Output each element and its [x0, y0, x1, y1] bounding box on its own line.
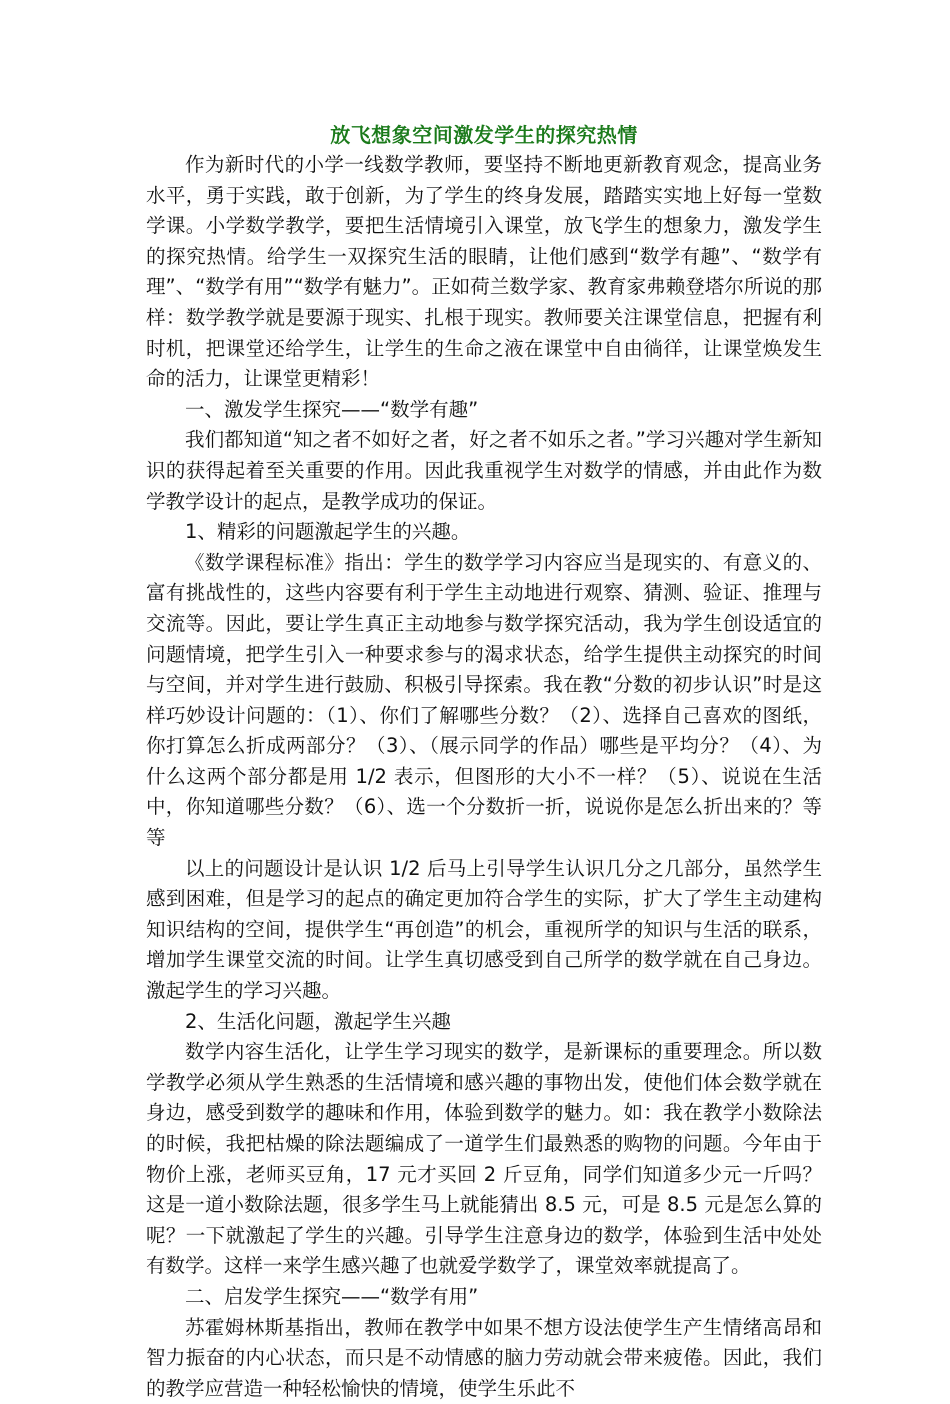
document-page — [146, 120, 822, 1404]
subsection-heading-1-1: 1、精彩的问题激起学生的兴趣。 — [185, 520, 471, 544]
paragraph: 《数学课程标准》指出：学生的数学学习内容应当是现实的、有意义的、富有挑战性的，这些内容要有利于学生主动地进行观察、猜测、验证、推理与交流等。因此，要让学生真正主动地参与数学探究活动，我为学生创设适宜的问题情境，把学生引入一种要求参与的渴求状态，给学生提供主动探究的时间与空间，并对学生进行鼓励、积极引导探索。我在教“分数的初步认识”时是这样巧妙设计问题的：（1）、你们了解哪些分数？（2）、选择自己喜欢的图纸，你打算怎么折成两部分？（3）、（展示同学的作品）哪些是平均分？（4）、为什么这两个部分都是用 1/2 表示，但图形的大小不一样？（5）、说说在生活中，你知道哪些分数？（6）、选一个分数折一折，说说你是怎么折出来的？等等 — [146, 550, 822, 850]
paragraph: 苏霍姆林斯基指出，教师在教学中如果不想方设法使学生产生情绪高昂和智力振奋的内心状态，而只是不动情感的脑力劳动就会带来疲倦。因此，我们的教学应营造一种轻松愉快的情境，使学生乐此不 — [146, 1315, 822, 1400]
paragraph: 我们都知道“知之者不如好之者，好之者不如乐之者。”学习兴趣对学生新知识的获得起着至关重要的作用。因此我重视学生对数学的情感，并由此作为数学教学设计的起点，是教学成功的保证。 — [146, 428, 822, 513]
subsection-heading-1-2: 2、生活化问题，激起学生兴趣 — [185, 1009, 451, 1033]
document-body — [146, 150, 822, 1404]
paragraph: 数学内容生活化，让学生学习现实的数学，是新课标的重要理念。所以数学教学必须从学生熟悉的生活情境和感兴趣的事物出发，使他们体会数学就在身边，感受到数学的趣味和作用，体验到数学的魅力。如：我在教学小数除法的时候，我把枯燥的除法题编成了一道学生们最熟悉的购物的问题。今年由于物价上涨，老师买豆角，17 元才买回 2 斤豆角，同学们知道多少元一斤吗？这是一道小数除法题，很多学生马上就能猜出 8.5 元，可是 8.5 元是怎么算的呢？一下就激起了学生的兴趣。引导学生注意身边的数学，体验到生活中处处有数学。这样一来学生感兴趣了也就爱学数学了，课堂效率就提高了。 — [146, 1040, 822, 1278]
paragraph-intro: 作为新时代的小学一线数学教师，要坚持不断地更新教育观念，提高业务水平，勇于实践，敢于创新，为了学生的终身发展，踏踏实实地上好每一堂数学课。小学数学教学，要把生活情境引入课堂，放飞学生的想象力，激发学生的探究热情。给学生一双探究生活的眼睛，让他们感到“数学有趣”、“数学有理”、“数学有用”“数学有魅力”。正如荷兰数学家、教育家弗赖登塔尔所说的那样：数学教学就是要源于现实、扎根于现实。教师要关注课堂信息，把握有利时机，把课堂还给学生，让学生的生命之液在课堂中自由徜徉，让课堂焕发生命的活力，让课堂更精彩！ — [146, 153, 822, 391]
document-title: 放飞想象空间激发学生的探究热情 — [330, 123, 638, 147]
section-heading-2: 二、启发学生探究——“数学有用” — [185, 1284, 479, 1308]
section-heading-1: 一、激发学生探究——“数学有趣” — [185, 397, 479, 421]
paragraph: 以上的问题设计是认识 1/2 后马上引导学生认识几分之几部分，虽然学生感到困难，但是学习的起点的确定更加符合学生的实际，扩大了学生主动建构知识结构的空间，提供学生“再创造”的机会，重视所学的知识与生活的联系，增加学生课堂交流的时间。让学生真切感受到自己所学的数学就在自己身边。激起学生的学习兴趣。 — [146, 856, 822, 1003]
